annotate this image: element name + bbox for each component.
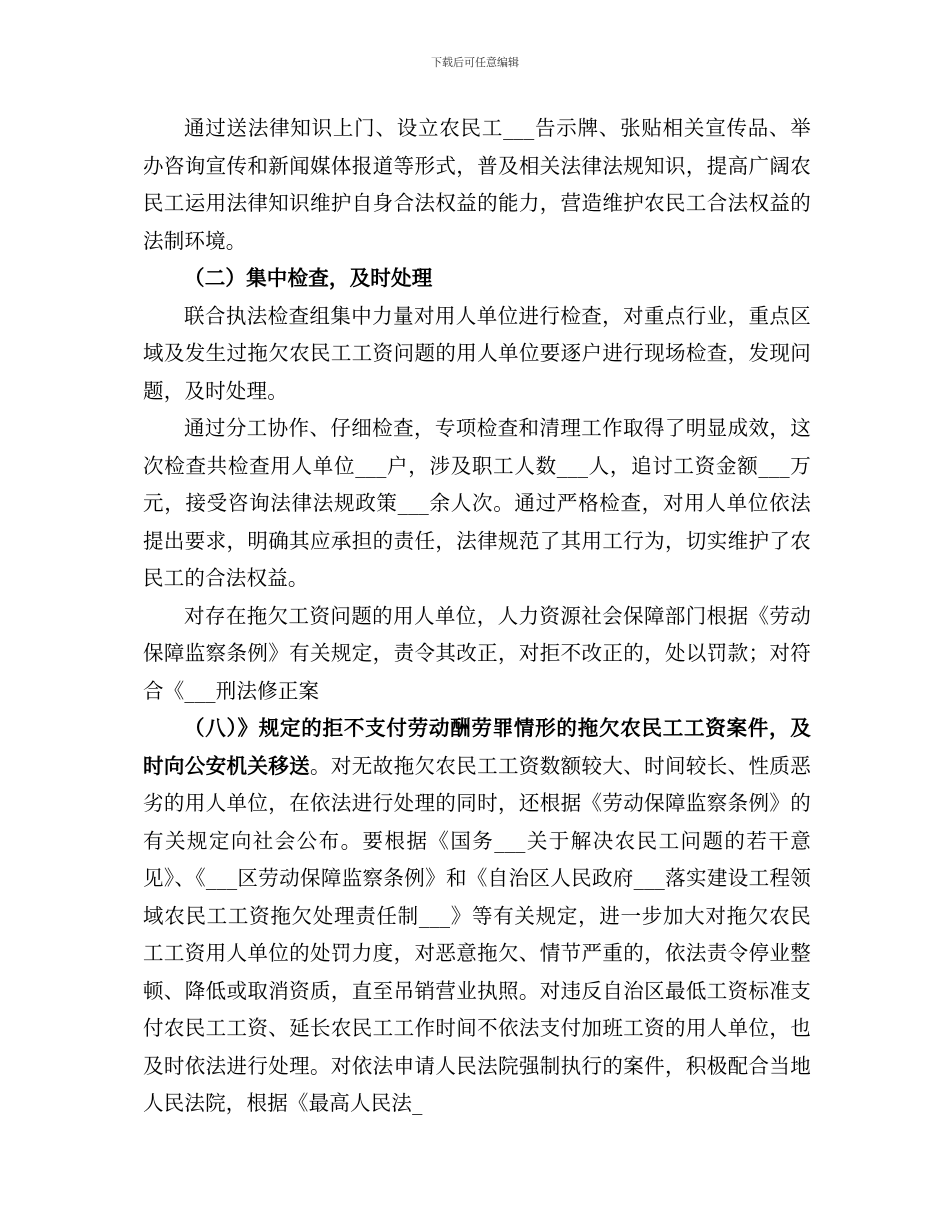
paragraph-penalties: 对存在拖欠工资问题的用人单位，人力资源社会保障部门根据《劳动保障监察条例》有关规定，责令其改正，对拒不改正的，处以罚款；对符合《___刑法修正案: [143, 603, 811, 703]
paragraph-publicity: 通过送法律知识上门、设立农民工___告示牌、张贴相关宣传品、举办咨询宣传和新闻媒体报道等形式，普及相关法律法规知识，提高广阔农民工运用法律知识维护自身合法权益的能力，营造维护农民工合法权益的法制环境。: [143, 116, 811, 253]
document-body: [143, 110, 811, 1123]
section-heading-inspection: （二）集中检查，及时处理: [184, 266, 433, 290]
paragraph-criminal-transfer: [143, 710, 811, 1123]
paragraph-joint-inspection: 联合执法检查组集中力量对用人单位进行检查，对重点行业，重点区域及发生过拖欠农民工工资问题的用人单位要逐户进行现场检查，发现问题，及时处理。: [143, 303, 811, 403]
page-header: 下载后可任意编辑: [431, 56, 519, 69]
paragraph-text-run: 。对无故拖欠农民工工资数额较大、时间较长、性质恶劣的用人单位，在依法进行处理的同时，还根据《劳动保障监察条例》的有关规定向社会公布。要根据《国务___关于解决农民工问题的若干意见》、《___区劳动保障监察条例》和《自治区人民政府___落实建设工程领域农民工工资拖欠处理责任制___》等有关规定，进一步加大对拖欠农民工工资用人单位的处罚力度，对恶意拖欠、情节严重的，依法责令停业整顿、降低或取消资质，直至吊销营业执照。对违反自治区最低工资标准支付农民工工资、延长农民工工作时间不依法支付加班工资的用人单位，也及时依法进行处理。对依法申请人民法院强制执行的案件，积极配合当地人民法院，根据《最高人民法_: [143, 753, 811, 1115]
bold-text-run: （八）》规定的拒不支付劳动酬劳罪情形的拖欠农民工工资案件，及时向公安机关移送: [143, 716, 811, 778]
paragraph-inspection-results: 通过分工协作、仔细检查，专项检查和清理工作取得了明显成效，这次检查共检查用人单位___户，涉及职工人数___人，追讨工资金额___万元，接受咨询法律法规政策___余人次。通过严格检查，对用人单位依法提出要求，明确其应承担的责任，法律规范了其用工行为，切实维护了农民工的合法权益。: [143, 416, 811, 590]
